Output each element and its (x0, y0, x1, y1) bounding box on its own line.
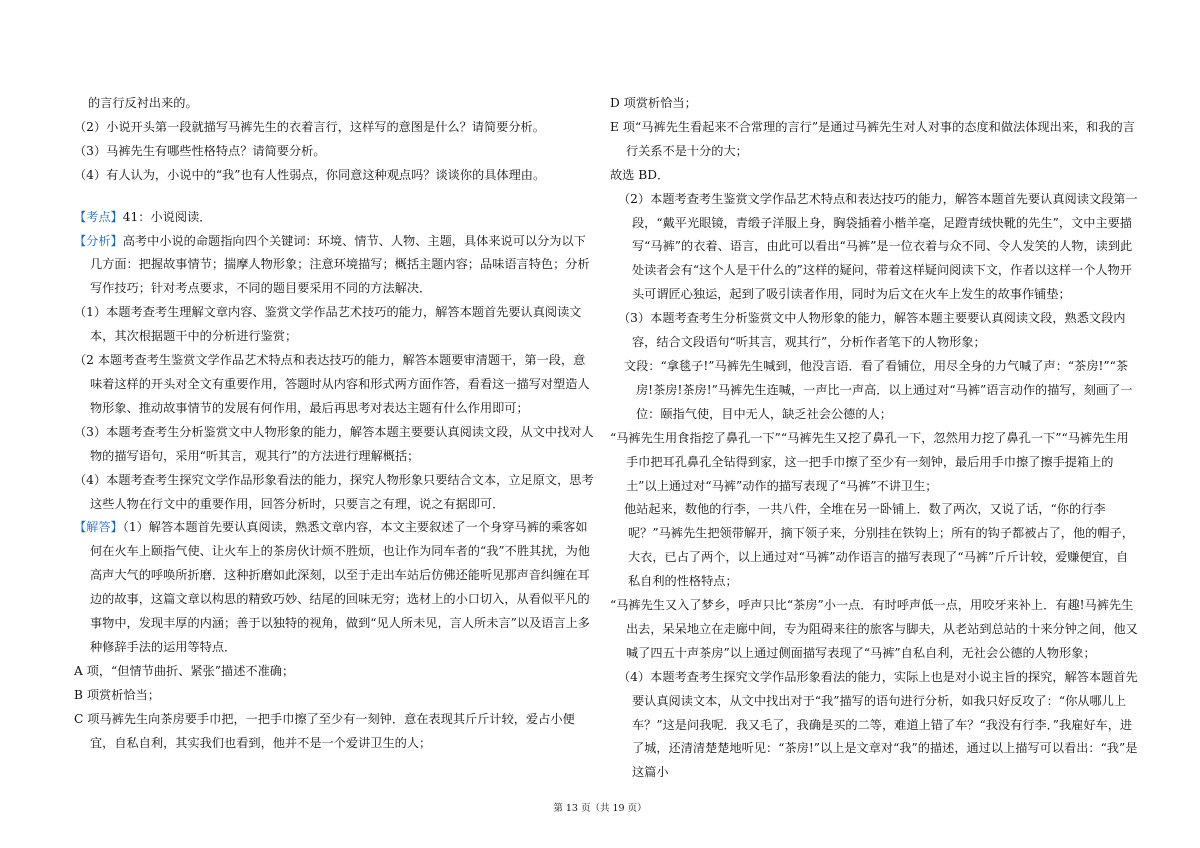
quote-3: 他站起来，数他的行李，一共八件，全堆在另一卧铺上．数了两次，又说了话，“你的行李呢？”马裤先生把领带解开，摘下领子来，分别挂在铁钩上；所有的钩子都被占了，他的帽子，大衣，已占了两个，以上通过对“马裤”动作语言的描写表现了“马裤”斤斤计较，爱赚便宜，自私自利的性格特点； (624, 502, 1134, 589)
option-d: D 项赏析恰当； (610, 96, 697, 110)
left-column (74, 92, 596, 755)
fenxi-section (74, 230, 596, 302)
answer-2: （2）本题考查考生鉴赏文学作品艺术特点和表达技巧的能力，解答本题首先要认真阅读文段第一段，“戴平光眼镜，青缎子洋服上身，胸袋插着小楷羊毫，足蹬青绒快靴的先生”，文中主要描写“马裤”的衣着、语言，由此可以看出“马裤”是一位衣着与众不同、令人发笑的人物，读到此处读者会有“这个人是干什么的”这样的疑问，带着这样疑问阅读下文，作者以这样一个人物开头可谓匠心独运，起到了吸引读者作用，同时为后文在火车上发生的故事作铺垫； (618, 191, 1138, 302)
fenxi-text: 高考中小说的命题指向四个关键词：环境、情节、人物、主题，具体来说可以分为以下几方面：把握故事情节；揣摩人物形象；注意环境描写；概括主题内容；品味语言特色；分析写作技巧；针对考点要求，不同的题目要采用不同的方法解决． (90, 233, 590, 296)
option-c: C 项马裤先生向茶房要手巾把，一把手巾擦了至少有一刻钟．意在表现其斤斤计较，爱占小便宜，自私自利，其实我们也看到，他并不是一个爱讲卫生的人； (74, 711, 575, 750)
question-3: （3）马裤先生有哪些性格特点？请简要分析。 (74, 143, 326, 158)
right-column (610, 92, 1138, 785)
kaodian-section (74, 206, 596, 230)
jieda-section (74, 516, 596, 659)
kaodian-text: 41：小说阅读． (122, 209, 212, 224)
option-a: A 项，“但情节曲折、紧张”描述不准确； (74, 663, 295, 678)
option-b: B 项赏析恰当； (74, 687, 160, 702)
kaodian-tag: 【考点】 (74, 209, 123, 224)
fenxi-tag: 【分析】 (74, 233, 123, 248)
answer-3: （3）本题考查考生分析鉴赏文中人物形象的能力，解答本题主要要认真阅读文段，熟悉文段内容，结合文段语句“听其言，观其行”，分析作者笔下的人物形象； (618, 311, 1126, 350)
answer-choice: 故选 BD． (610, 167, 670, 182)
question-4: （4）有人认为，小说中的“我”也有人性弱点，你同意这种观点吗？谈谈你的具体理由。 (74, 167, 546, 182)
quote-4: “马裤先生又入了梦乡，呼声只比“茶房”小一点．有时呼声低一点，用咬牙来补上．有趣!马裤先生出去，呆呆地立在走廊中间，专为阻碍来往的旅客与脚夫，从老站到总站的十来分钟之间，他又喊了四五十声茶房”以上通过侧面描写表现了“马裤”自私自利，无社会公德的人物形象； (610, 598, 1138, 660)
fenxi-item-1: （1）本题考查考生理解文章内容、鉴赏文学作品艺术技巧的能力，解答本题首先要认真阅读文本，其次根据题干中的分析进行鉴赏； (74, 305, 582, 344)
quote-2: “马裤先生用食指挖了鼻孔一下”“马裤先生又挖了鼻孔一下，忽然用力挖了鼻孔一下”“马裤先生用手巾把耳孔鼻孔全钻得到家，这一把手巾擦了至少有一刻钟，最后用手巾擦了擦手提箱上的土”以上通过对“马裤”动作的描写表现了“马裤”不讲卫生； (610, 430, 1129, 493)
jieda-text: （1）解答本题首先要认真阅读，熟悉文章内容，本文主要叙述了一个身穿马裤的乘客如何在火车上颐指气使、让火车上的茶房伙计烦不胜烦，也让作为同车者的“我”不胜其扰，为他高声大气的呼唤所折磨．这种折磨如此深刻，以至于走出车站后仿佛还能听见那声音纠缠在耳边的故事，这篇文章以构思的精致巧妙、结尾的回味无穷；选材上的小口切入，从看似平凡的事物中，发现丰厚的内涵；善于以独特的视角，做到“见人所未见，言人所未言”以及语言上多种修辞手法的运用等特点． (90, 520, 590, 654)
quote-1: 文段：“拿毯子!”马裤先生喊到，他没言语．看了看铺位，用尽全身的力气喊了声：“茶房!”“茶房!茶房!茶房!”马裤先生连喊，一声比一声高．以上通过对“马裤”语言动作的描写，刻画了一位：颐指气使，目中无人，缺乏社会公德的人； (624, 358, 1133, 421)
page-footer: 第 13 页（共 19 页） (553, 803, 647, 814)
spacer (74, 188, 596, 206)
answer-4: （4）本题考查考生探究文学作品形象看法的能力，实际上也是对小说主旨的探究，解答本题首先要认真阅读文本，从文中找出对于“我”描写的语句进行分析，如我只好反攻了：“你从哪儿上车？”这是问我呢．我又毛了，我确是买的二等，难道上错了车？“我没有行李．”我雇好车，进了城，还清清楚楚地听见：“茶房!”以上是文章对“我”的描述，通过以上描写可以看出：“我”是这篇小 (618, 669, 1138, 780)
fenxi-item-3: （3）本题考查考生分析鉴赏文中人物形象的能力，解答本题主要要认真阅读文段，从文中找对人物的描写语句，采用“听其言，观其行”的方法进行理解概括； (74, 424, 594, 463)
question-2: （2）小说开头第一段就描写马裤先生的衣着言行，这样写的意图是什么？请简要分析。 (74, 119, 545, 134)
fenxi-item-4: （4）本题考查考生探究文学作品形象看法的能力，探究人物形象只要结合文本，立足原文，思考这些人物在行文中的重要作用，回答分析时，只要言之有理，说之有据即可． (74, 472, 594, 511)
text-line: 的言行反衬出来的。 (88, 96, 198, 110)
option-e: E 项“马裤先生看起来不合常理的言行”是通过马裤先生对人对事的态度和做法体现出来，和我的言行关系不是十分的大； (610, 119, 1135, 158)
fenxi-item-2: （2 本题考查考生鉴赏文学作品艺术特点和表达技巧的能力，解答本题要审清题干，第一段，意味着这样的开头对全文有重要作用，答题时从内容和形式两方面作答，看看这一描写对塑造人物形象、推动故事情节的发展有何作用，最后再思考对表达主题有什么作用即可； (74, 353, 590, 415)
jieda-tag: 【解答】 (74, 520, 123, 535)
